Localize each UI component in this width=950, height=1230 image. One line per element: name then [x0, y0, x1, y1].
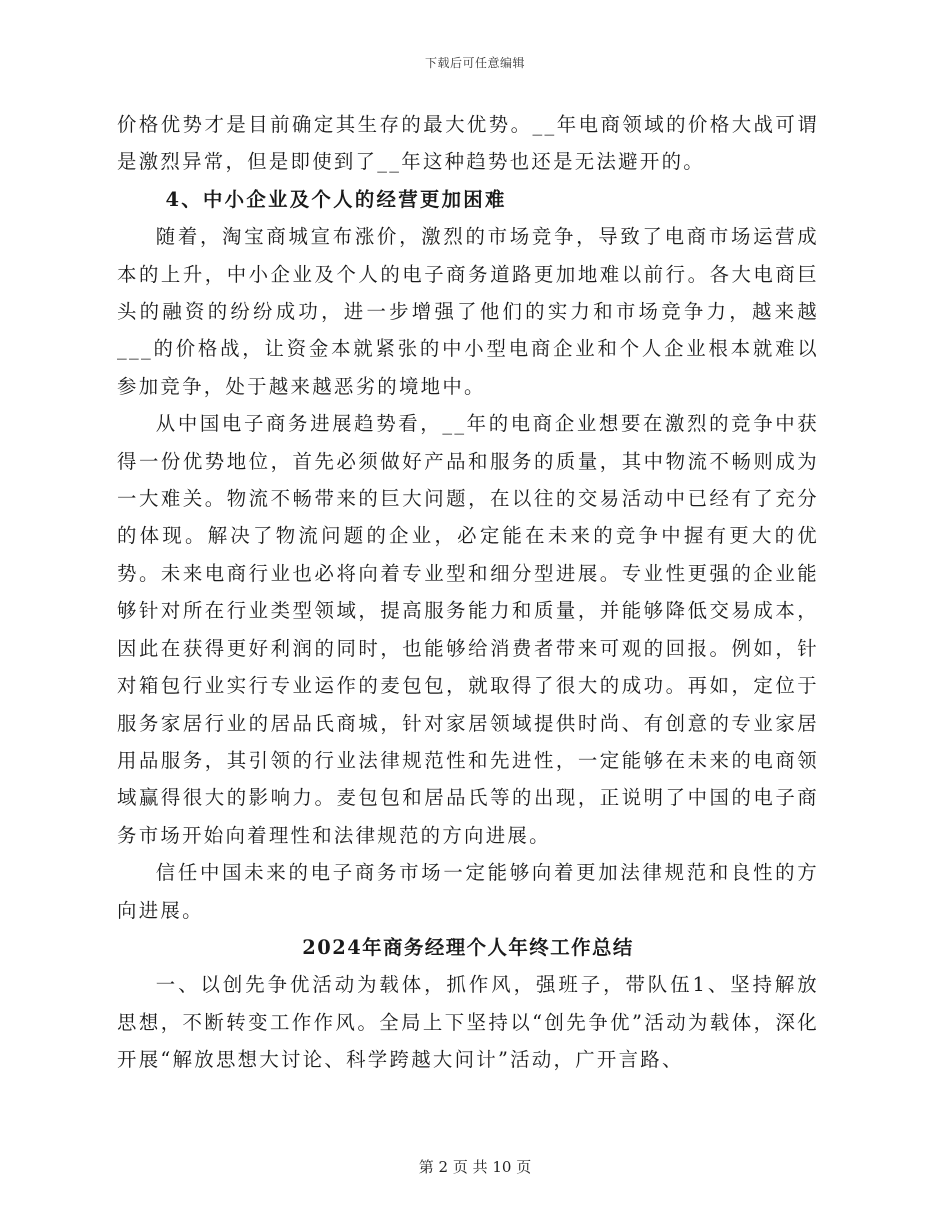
paragraph-continued: 价格优势才是目前确定其生存的最大优势。__年电商领域的价格大战可谓是激烈异常，但是即使到了__年这种趋势也还是无法避开的。: [117, 113, 819, 174]
section-heading: 4、中小企业及个人的经营更加困难: [165, 187, 507, 211]
document-body: [117, 106, 819, 1079]
paragraph: 信任中国未来的电子商务市场一定能够向着更加法律规范和良性的方向进展。: [117, 861, 819, 922]
page-number: 第 2 页 共 10 页: [418, 1158, 532, 1176]
page-header: 下载后可任意编辑: [424, 56, 525, 70]
paragraph: 从中国电子商务进展趋势看，__年的电商企业想要在激烈的竞争中获得一份优势地位，首先必须做好产品和服务的质量，其中物流不畅则成为一大难关。物流不畅带来的巨大问题，在以往的交易活动中已经有了充分的体现。解决了物流问题的企业，必定能在未来的竞争中握有更大的优势。未来电商行业也必将向着专业型和细分型进展。专业性更强的企业能够针对所在行业类型领域，提高服务能力和质量，并能够降低交易成本，因此在获得更好利润的同时，也能够给消费者带来可观的回报。例如，针对箱包行业实行专业运作的麦包包，就取得了很大的成功。再如，定位于服务家居行业的居品氏商城，针对家居领域提供时尚、有创意的专业家居用品服务，其引领的行业法律规范性和先进性，一定能够在未来的电商领域赢得很大的影响力。麦包包和居品氏等的出现，正说明了中国的电子商务市场开始向着理性和法律规范的方向进展。: [117, 412, 819, 847]
paragraph: 一、以创先争优活动为载体，抓作风，强班子，带队伍1、坚持解放思想，不断转变工作作风。全局上下坚持以“创先争优”活动为载体，深化开展“解放思想大讨论、科学跨越大问计”活动，广开言路、: [117, 973, 819, 1072]
document-title: 2024年商务经理个人年终工作总结: [302, 935, 634, 959]
paragraph: 随着，淘宝商城宣布涨价，激烈的市场竞争，导致了电商市场运营成本的上升，中小企业及个人的电子商务道路更加地难以前行。各大电商巨头的融资的纷纷成功，进一步增强了他们的实力和市场竞争力，越来越___的价格战，让资金本就紧张的中小型电商企业和个人企业根本就难以参加竞争，处于越来越恶劣的境地中。: [117, 225, 819, 398]
